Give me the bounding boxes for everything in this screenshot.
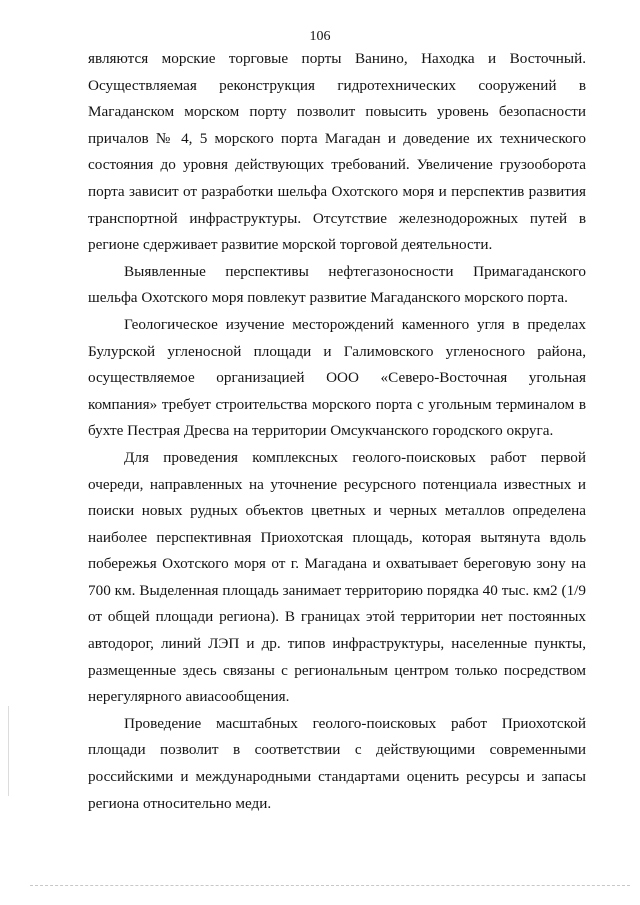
paragraph-shelf-prospects: Выявленные перспективы нефтегазоносности Примагаданского шельфа Охотского моря повлекут развитие Магаданского морского порта. xyxy=(88,262,586,307)
scan-bottom-edge xyxy=(30,885,630,886)
paragraph-coal-exploration: Геологическое изучение месторождений каменного угля в пределах Булурской угленосной площади и Галимовского угленосного района, осуществляемое организацией ООО «Северо-Восточная угольная компания» требует строительства морского порта с угольным терминалом в бухте Пестрая Дресва на территории Омсукчанского городского округа. xyxy=(88,315,586,440)
page-number: 106 xyxy=(309,29,331,44)
paragraph-priokhotsk-area: Для проведения комплексных геолого-поисковых работ первой очереди, направленных на уточнение ресурсного потенциала известных и поиски новых рудных объектов цветных и черных металлов определена наиболее перспективная Приохотская площадь, которая вытянута вдоль побережья Охотского моря от г. Магадана и охватывает береговую зону на 700 км. Выделенная площадь занимает территорию порядка 40 тыс. км2 (1/9 от общей площади региона). В границах этой территории нет постоянных автодорог, линий ЛЭП и др. типов инфраструктуры, населенные пункты, размещенные здесь связаны с региональным центром только посредством нерегулярного авиасообщения. xyxy=(88,448,586,706)
paragraph-copper-resources: Проведение масштабных геолого-поисковых работ Приохотской площади позволит в соответствии с действующими современными российскими и международными стандартами оценить ресурсы и запасы региона относительно меди. xyxy=(88,714,586,812)
scan-artifact-line xyxy=(8,706,9,796)
document-body xyxy=(88,46,586,817)
paragraph-ports: являются морские торговые порты Ванино, Находка и Восточный. Осуществляемая реконструкция гидротехнических сооружений в Магаданском морском порту позволит повысить уровень безопасности причалов № 4, 5 морского порта Магадан и доведение их технического состояния до уровня действующих требований. Увеличение грузооборота порта зависит от разработки шельфа Охотского моря и перспектив развития транспортной инфраструктуры. Отсутствие железнодорожных путей в регионе сдерживает развитие морской торговой деятельности. xyxy=(88,50,586,254)
